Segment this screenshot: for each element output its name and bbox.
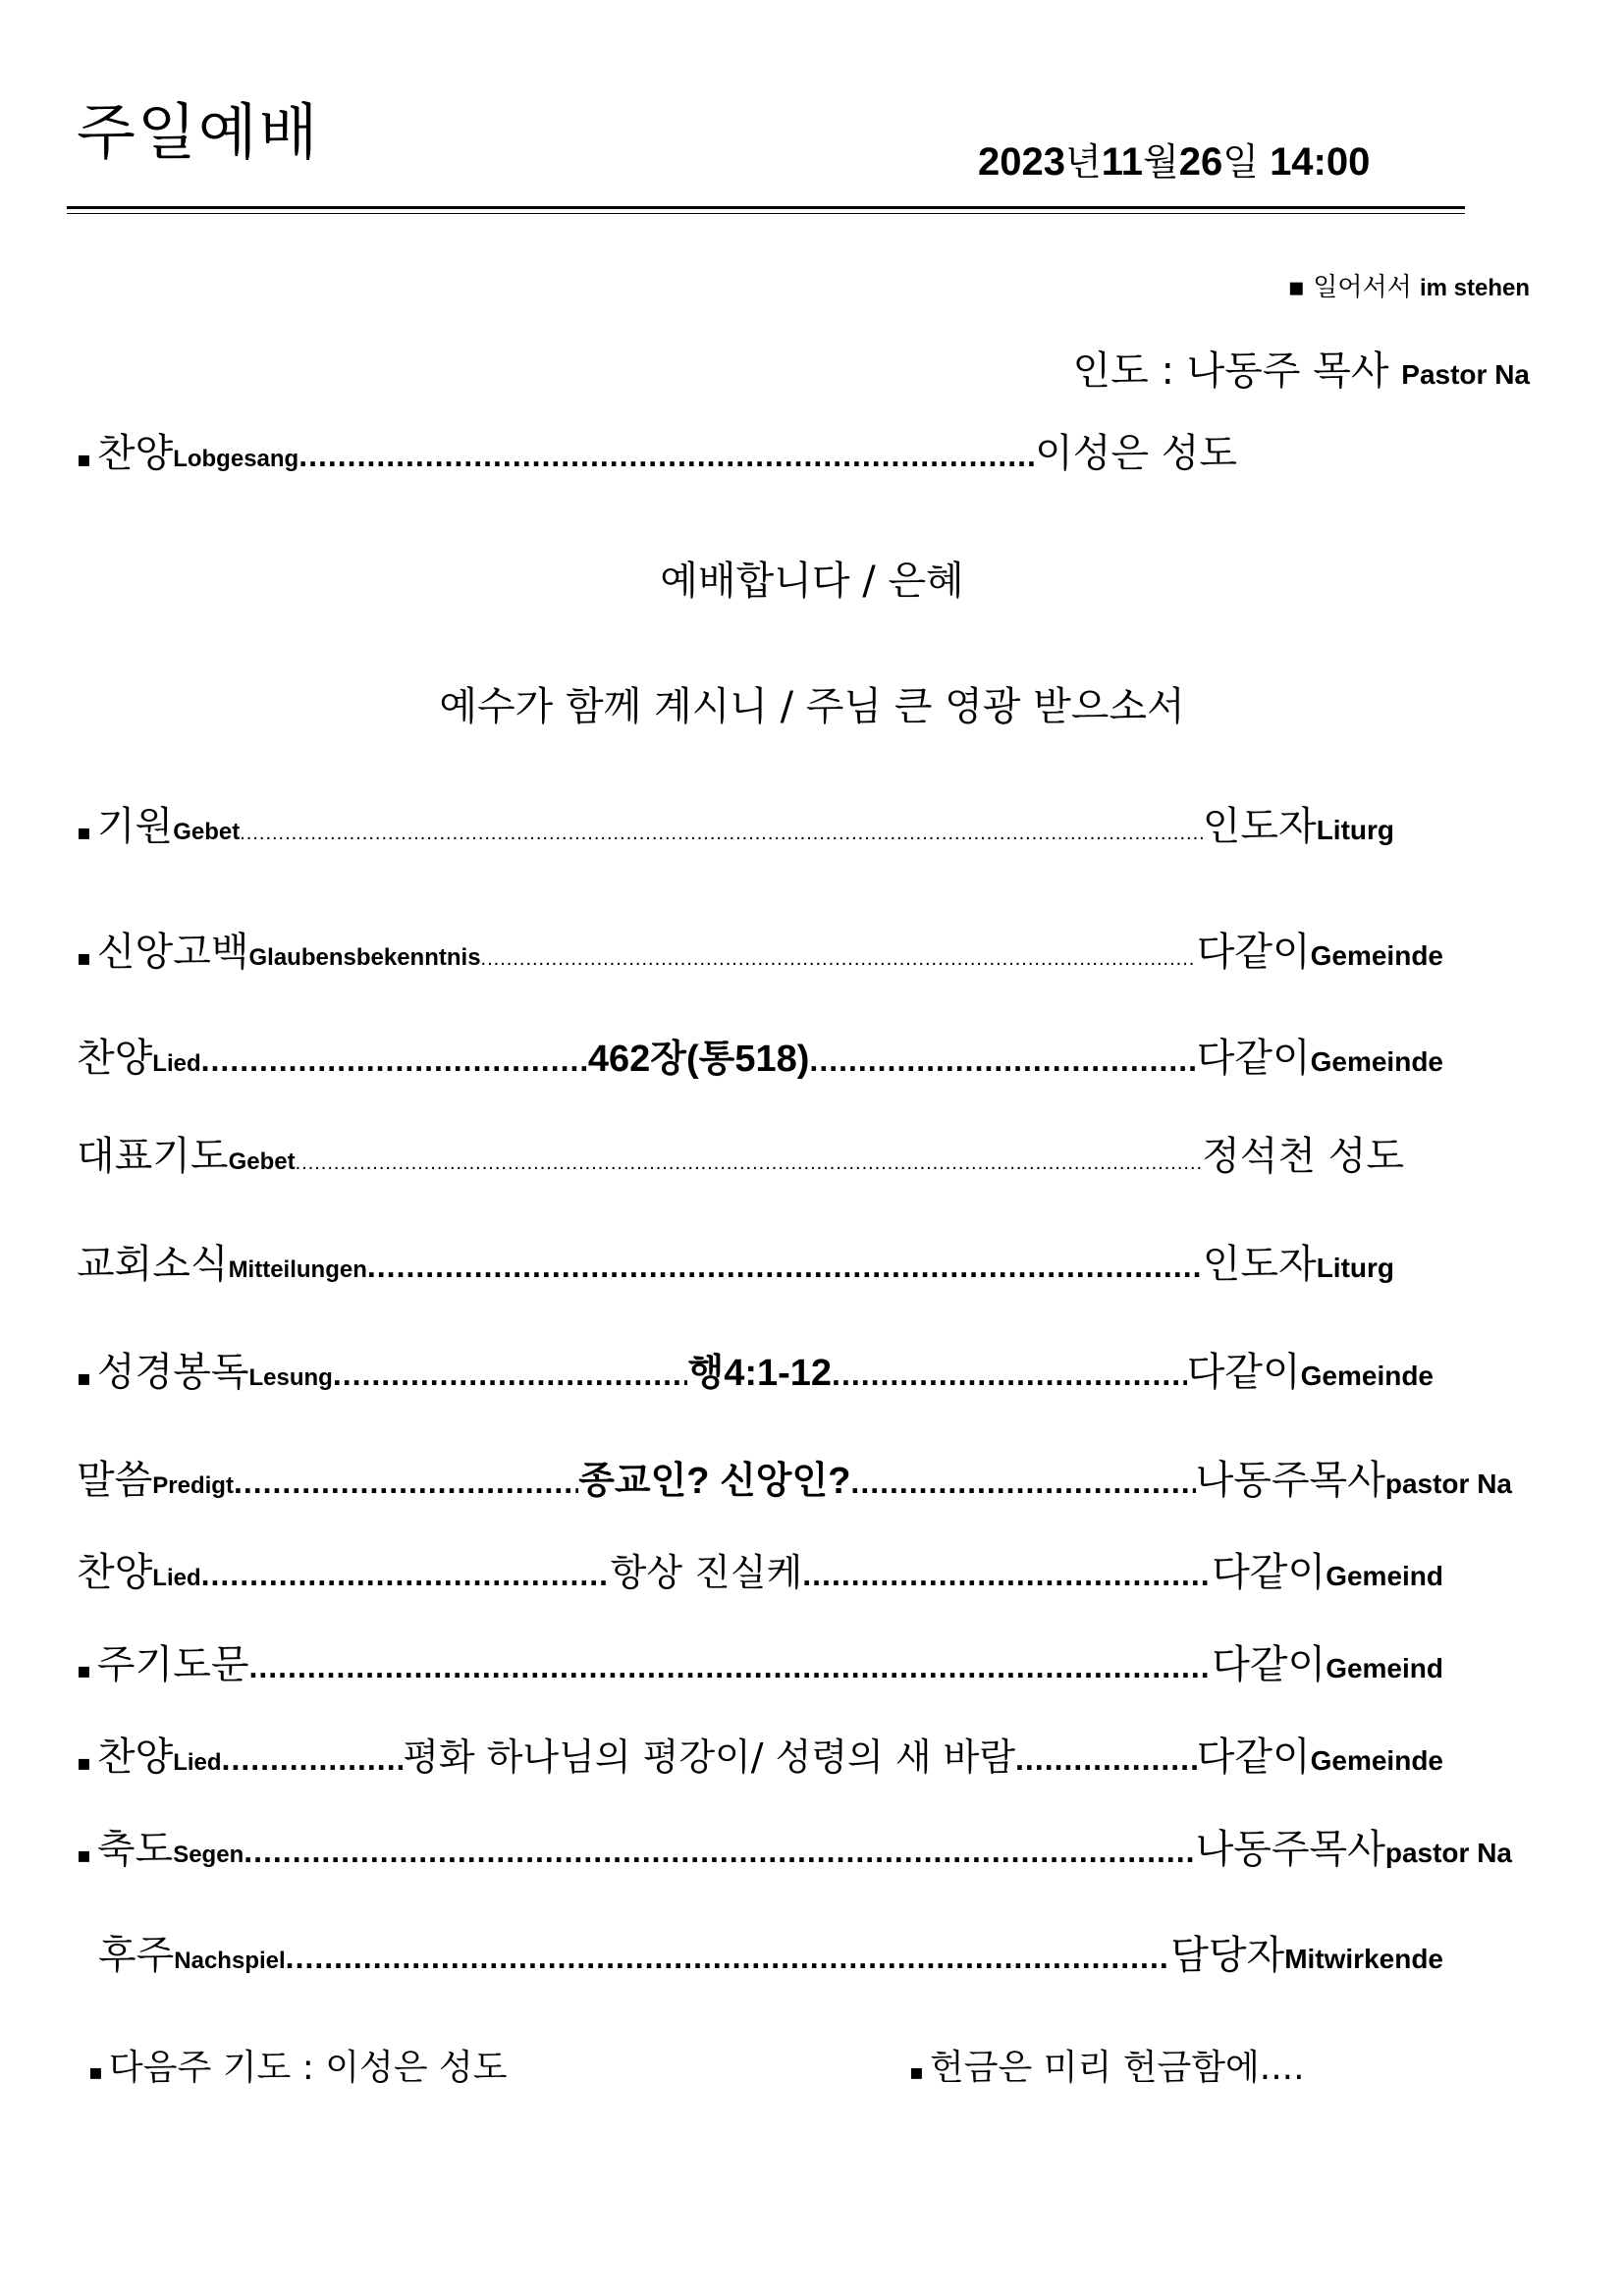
offering-note: ▪ 헌금은 미리 헌금함에.... [909,2048,1305,2088]
performer-ko: 나동주목사 [1195,1458,1385,1503]
leader-dots [481,948,1197,971]
performer-ko: 다같이 [1196,1735,1311,1780]
bullet: ▪ [77,821,91,845]
item-detail: 평화 하나님의 평강이/ 성령의 새 바람 [403,1735,1016,1779]
page-title: 주일예배 [77,96,320,168]
item-title-de: Lied [173,1749,222,1776]
item-detail: 종교인? 신앙인? [578,1461,851,1502]
order-row [77,1726,1443,1785]
item-title-ko: 찬양 [96,431,174,476]
performer-de: Gemeinde [1310,940,1443,971]
header-rule [67,206,1465,209]
item-title-ko: 성경봉독 [96,1350,249,1395]
leader-dots [248,1649,1212,1685]
leader-dots [802,1557,1212,1593]
item-title-de: Lied [152,1565,201,1591]
item-title-ko: 찬양 [77,1550,153,1595]
performer-ko: 다같이 [1212,1642,1326,1687]
item-title-de: Mitteilungen [228,1256,367,1283]
item-title-ko: 교회소식 [77,1242,229,1287]
item-title-de: Lobgesang [173,446,299,472]
bullet: ▪ [77,1366,91,1391]
order-row [77,1027,1443,1086]
leader-dots [296,1152,1203,1175]
item-performer [1203,795,1394,851]
performer-ko: 인도자 [1202,1242,1317,1287]
standing-note: ▪ 일어서서 im stehen [1287,273,1530,302]
order-row [77,1341,1434,1400]
item-title-de: Gebet [228,1148,296,1175]
item-performer [1187,1341,1434,1397]
performer-ko: 다같이 [1196,930,1311,975]
bullet: ▪ [77,448,91,472]
leader-dots [240,823,1203,845]
leader-dots [222,1741,404,1778]
leader-dots [333,1357,688,1393]
order-row [77,422,1237,481]
performer-de: Liturg [1316,1253,1394,1283]
performer-ko: 정석천 성도 [1202,1134,1404,1179]
performer-ko: 다같이 [1196,1036,1311,1081]
leader-dots [244,1834,1195,1870]
item-title-ko: 말씀 [77,1458,153,1503]
performer-de: pastor Na [1384,1468,1512,1499]
performer-ko: 인도자 [1202,804,1317,849]
item-title-ko: 찬양 [96,1735,174,1780]
item-detail: 항상 진실케 [610,1551,803,1594]
leader-dots [850,1465,1195,1501]
performer-ko: 이성은 성도 [1035,431,1237,476]
item-title-de: Lied [152,1050,201,1077]
order-row [77,921,1443,980]
header-rule-thin [67,213,1465,214]
performer-ko: 담당자 [1170,1933,1285,1978]
item-title-de: Gebet [173,819,241,845]
item-title-ko: 대표기도 [77,1134,229,1179]
bullet: ▪ [77,1659,91,1683]
item-performer [1035,422,1237,478]
item-performer [1170,1924,1443,1980]
leader-dots [234,1465,578,1501]
next-week-prayer: ▪ 다음주 기도 : 이성은 성도 [88,2048,508,2088]
performer-de: Liturg [1316,815,1394,845]
item-performer [1197,1027,1443,1083]
performer-de: Gemeinde [1310,1046,1443,1077]
item-performer [1196,1818,1512,1874]
leader-dots [201,1557,611,1593]
item-title-de: Segen [173,1842,244,1868]
performer-de: Gemeind [1326,1561,1444,1591]
leader-dots [201,1042,588,1079]
item-performer [1202,1125,1404,1181]
item-title-ko: 찬양 [77,1036,153,1081]
leader-dots [298,438,1035,474]
order-row [77,1818,1512,1877]
item-performer [1212,1633,1443,1689]
item-title-de: Predigt [152,1472,234,1499]
bullet: ▪ [77,1843,91,1868]
service-leader: 인도 : 나동주 목사 Pastor Na [1072,348,1530,394]
order-row [77,1633,1443,1692]
item-title-de: Glaubensbekenntnis [248,944,481,971]
leader-dots [367,1249,1203,1285]
performer-ko: 나동주목사 [1195,1827,1385,1872]
item-performer [1197,921,1443,977]
performer-de: Gemeinde [1310,1745,1443,1776]
order-row [77,1541,1443,1600]
order-row [98,1924,1443,1983]
item-performer [1212,1541,1443,1597]
performer-de: pastor Na [1384,1838,1512,1868]
hymn-title-1: 예배합니다 / 은혜 [660,559,964,604]
item-performer [1203,1233,1394,1289]
order-row [77,1449,1512,1508]
item-detail: 462장(통518) [587,1039,810,1080]
performer-ko: 다같이 [1212,1550,1326,1595]
item-title-ko: 축도 [96,1827,174,1872]
hymn-title-2: 예수가 함께 계시니 / 주님 큰 영광 받으소서 [439,684,1185,729]
leader-dots [809,1042,1196,1079]
service-date: 2023년11월26일 14:00 [978,140,1371,184]
item-title-de: Nachspiel [174,1948,286,1974]
order-row [77,1233,1394,1292]
order-row [77,795,1394,854]
leader-dots [286,1940,1171,1976]
item-performer [1197,1726,1443,1782]
item-title-ko: 주기도문 [96,1642,249,1687]
item-title-ko: 후주 [98,1933,175,1978]
performer-de: Mitwirkende [1284,1944,1443,1974]
bullet: ▪ [77,946,91,971]
item-title-de: Lesung [248,1364,333,1391]
item-title-ko: 기원 [96,804,174,849]
leader-dots [1015,1741,1197,1778]
item-performer [1196,1449,1512,1505]
bullet: ▪ [77,1751,91,1776]
item-title-ko: 신앙고백 [96,930,249,975]
order-row [77,1125,1404,1184]
leader-dots [832,1357,1187,1393]
performer-de: Gemeind [1326,1653,1443,1683]
item-detail: 행4:1-12 [687,1353,833,1394]
performer-de: Gemeinde [1300,1361,1435,1391]
performer-ko: 다같이 [1186,1350,1301,1395]
